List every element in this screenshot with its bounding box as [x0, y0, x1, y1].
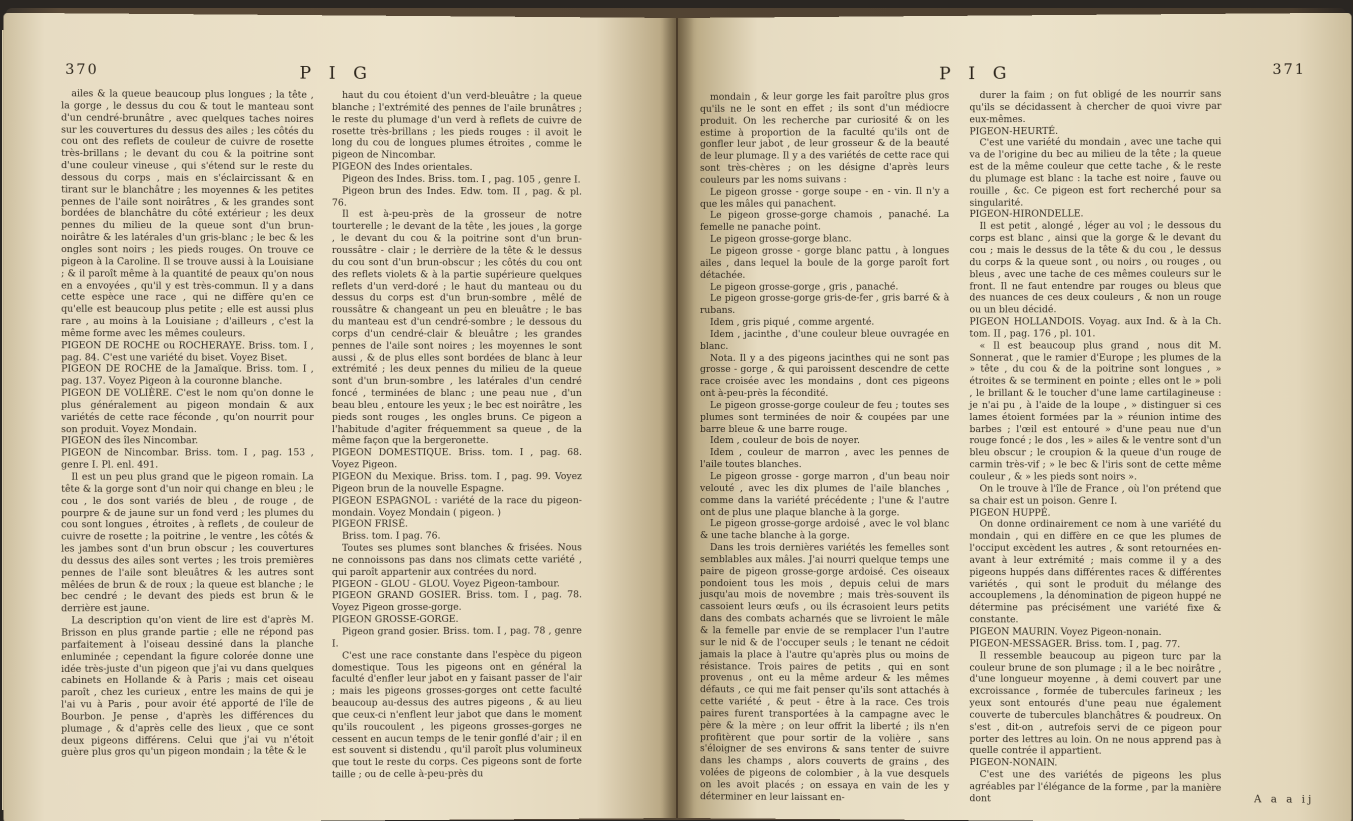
- paragraph: PIGEON DOMESTIQUE. Briss. tom. I , pag. 68. Voyez Pigeon.: [331, 447, 582, 471]
- paragraph: Pigeon grand gosier. Briss. tom. I , pag. 78 , genre I.: [331, 625, 582, 650]
- paragraph: Pigeon brun des Indes. Edw. tom. II , pag. & pl. 76.: [331, 185, 582, 209]
- paragraph: PIGEON GROSSE-GORGE.: [331, 613, 459, 626]
- paragraph: Il est petit , alongé , léger au vol ; le dessous du corps est blanc , ainsi que la gorge & le devant du cou ; mais le dessus de la tête & du cou , le dessus du corps & la queue sont , ou noirs , ou rouges , ou bleus , avec une tache de ces mêmes couleurs sur le front. Il ne faut entendre par rouges ou bleus que des nuances de ces deux couleurs , & non un rouge ou un bleu décidé.: [969, 220, 1222, 316]
- paragraph: haut du cou étoient d'un verd-bleuâtre ; la queue blanche ; l'extrémité des pennes de l'aile brunâtres ; le reste du plumage d'un verd à reflets de cuivre de rosette très-brillans ; les pieds rouges : il avoit le long du cou de longues plumes étroites , comme le pigeon de Nincombar.: [331, 89, 582, 162]
- paragraph: PIGEON de Nincombar. Briss. tom. I , pag. 153 , genre I. Pl. enl. 491.: [61, 447, 314, 471]
- paragraph: PIGEON DE ROCHE de la Jamaïque. Briss. tom. I , pag. 137. Voyez Pigeon à la couronne blanche.: [61, 363, 314, 388]
- paragraph: Le pigeon grosse-gorge ardoisé , avec le vol blanc & une tache blanche à la gorge.: [699, 518, 950, 542]
- paragraph: durer la faim ; on fut obligé de les nourrir sans qu'ils se décidassent à chercher de quoi vivre par eux-mêmes.: [969, 88, 1222, 126]
- paragraph: Le pigeon grosse-gorge blanc.: [710, 233, 852, 246]
- paragraph: Idem , couleur de marron , avec les pennes de l'aile toutes blanches.: [699, 447, 950, 471]
- paragraph: Le pigeon grosse-gorge gris-de-fer , gris barré & à rubans.: [699, 292, 950, 317]
- paragraph: PIGEON - GLOU - GLOU. Voyez Pigeon-tambour.: [331, 577, 560, 590]
- paragraph: Briss. tom. I pag. 76.: [342, 530, 441, 543]
- book-gutter: [660, 18, 694, 818]
- paragraph: Le pigeon grosse-gorge couleur de feu ; toutes ses plumes sont terminées de noir & coupées par une barre bleue & une barre rouge.: [699, 399, 950, 435]
- paragraph: PIGEON HUPPÉ.: [969, 507, 1051, 519]
- paragraph: PIGEON-HIRONDELLE.: [969, 208, 1084, 221]
- paragraph: On le trouve à l'île de France , où l'on prétend que sa chair est un poison. Genre I.: [969, 483, 1222, 507]
- paragraph: Le pigeon grosse - gorge blanc pattu , à longues ailes , dans lequel la boule de la gorge paroît fort détachée.: [699, 245, 950, 281]
- paragraph: Il est un peu plus grand que le pigeon romain. La tête & la gorge sont d'un noir qui change en bleu ; le cou , le dos sont variés de bleu , de rouge , de pourpre & de jaune sur un fond verd ; les plumes du cou sont longues , étroites , à reflets , de couleur de cuivre de rosette ; la poitrine , le ventre , les côtés & les jambes sont d'un brun obscur ; les couvertures du dessus des ailes sont vertes ; les trois premières pennes de l'aile sont bleuâtres & les autres sont mêlées de brun & de roux ; la queue est blanche ; le bec cendré ; le devant des pieds est brun & le derrière est jaune.: [61, 471, 314, 615]
- paragraph: PIGEON HOLLANDOIS. Voyag. aux Ind. & à la Ch. tom. II , pag. 176 , pl. 101.: [969, 315, 1222, 340]
- paragraph: mondain , & leur gorge les fait paroître plus gros qu'ils ne le sont en effet ; ils sont d'un médiocre produit. On les recherche par curiosité & on les estime à proportion de la faculté qu'ils ont de gonfler leur jabot , de leur grosseur & de la beauté de leur plumage. Il y a des variétés de cette race qui sont très-chères ; on les désigne d'après leurs couleurs par les noms suivans :: [699, 90, 950, 186]
- page-number: 371: [1272, 61, 1306, 79]
- paragraph: La description qu'on vient de lire est d'après M. Brisson en plus grande partie ; elle ne répond pas parfaitement à l'oiseau dessiné dans la planche enluminée ; cependant la figure colorée donne une idée très-juste d'un pigeon que j'ai vu dans quelques cabinets en Hollande & à Paris ; mais cet oiseau paroît , chez les curieux , entre les mains de qui je l'ai vu à Paris , pour avoir été apporté de l'île de Bourbon. Je pense , d'après les différences du plumage , & d'après celle des lieux , que ce sont deux pigeons différens. Celui que j'ai vu n'étoit guère plus gros qu'un pigeon mondain ; la tête & le: [61, 614, 314, 759]
- paragraph: Il ressemble beaucoup au pigeon turc par la couleur brune de son plumage ; il a le bec noirâtre , d'une longueur moyenne , à demi couvert par une excroissance , formée de tubercules farineux ; les yeux sont entourés d'une peau nue également couverte de tubercules blanchâtres & poudreux. On s'est , dit-on , autrefois servi de ce pigeon pour porter des lettres au loin. On ne nous apprend pas à quelle contrée il appartient.: [969, 650, 1222, 758]
- paragraph: Idem , couleur de bois de noyer.: [710, 435, 860, 447]
- text-column-2: [969, 89, 1221, 807]
- paragraph: PIGEON-MESSAGER. Briss. tom. I , pag. 77.: [969, 638, 1181, 651]
- paragraph: Dans les trois dernières variétés les femelles sont semblables aux mâles. J'ai nourri quelque temps une paire de pigeon grosse-gorge ardoisé. Ces oiseaux pondoient tous les mois , depuis celui de mars jusqu'au mois de novembre ; mais très-souvent ils cassoient leurs œufs , ou ils écrasoient leurs petits dans des combats acharnés que se livroient le mâle & la femelle par envie de se remplacer l'un l'autre sur le nid & de l'occuper seuls ; le tenant ne cédoit jamais la place à l'autre qu'après plus ou moins de résistance. Trois paires de petits , qui en sont provenus , ont eu la même ardeur & les mêmes défauts , ce qui me fait penser qu'ils sont attachés à cette variété , & peut - être à la race. Ces trois paires furent transportées à la campagne avec le père & la mère ; on leur offrit la liberté ; ils n'en profitèrent que pour sortir de la volière , sans s'éloigner de ses environs & sans tenter de suivre dans les champs , alors couverts de grains , des volées de pigeons de colombier , à la vue desquels on les avoit placés ; on essaya en vain de les y déterminer en leur laissant en-: [699, 542, 950, 804]
- paragraph: PIGEON MAURIN. Voyez Pigeon-nonain.: [969, 626, 1162, 639]
- paragraph: PIGEON GRAND GOSIER. Briss. tom. I , pag. 78. Voyez Pigeon grosse-gorge.: [331, 589, 582, 614]
- paragraph: Le pigeon grosse-gorge , gris , panaché.: [710, 280, 899, 293]
- paragraph: PIGEON DE VOLIÈRE. C'est le nom qu'on donne le plus généralement au pigeon mondain & aux variétés de cette race féconde , qu'on nourrit pour son produit. Voyez Mondain.: [61, 387, 314, 435]
- paragraph: C'est une des variétés de pigeons les plus agréables par l'élégance de la forme , par la manière dont: [969, 769, 1222, 805]
- paragraph: Toutes ses plumes sont blanches & frisées. Nous ne connoissons pas dans nos climats cette variété , qui paroît appartenir aux contrées du nord.: [331, 542, 582, 578]
- paragraph: On donne ordinairement ce nom à une variété du mondain , qui en diffère en ce que les plumes de l'occiput excèdent les autres , & sont retournées en-avant à leur extrémité ; mais comme il y a des pigeons huppés dans différentes races & différentes variétés , qui sont le produit du mélange des accouplemens , la dénomination de pigeon huppé ne détermine pas précisément une variété fixe & constante.: [969, 518, 1222, 626]
- left-page: [4, 13, 676, 821]
- paragraph: C'est une race constante dans l'espèce du pigeon domestique. Tous les pigeons ont en général la faculté d'enfler leur jabot en y faisant passer de l'air ; mais les pigeons grosses-gorges ont cette faculté beaucoup au-dessus des autres pigeons , & au lieu que ceux-ci n'enflent leur jabot que dans le moment qu'ils roucoulent , les pigeons grosses-gorges ne cessent en aucun temps de le tenir gonflé d'air ; il en est souvent si distendu , qu'il paroît plus volumineux que tout le reste du corps. Ces pigeons sont de forte taille ; ou de celle à-peu-près du: [331, 649, 582, 781]
- paragraph: Pigeon des Indes. Briss. tom. I , pag. 105 , genre I.: [342, 173, 581, 186]
- paragraph: PIGEON ESPAGNOL : variété de la race du pigeon-mondain. Voyez Mondain ( pigeon. ): [331, 494, 582, 519]
- paragraph: Il est à-peu-près de la grosseur de notre tourterelle ; le devant de la tête , les joues , la gorge , le devant du cou & la poitrine sont d'un brun-roussâtre - clair ; le derrière de la tête & le dessus du cou sont d'un brun-obscur ; les côtés du cou ont des reflets violets & à la partie supérieure quelques reflets d'un verd-doré ; le haut du manteau ou du dessus du corps est d'un brun-sombre , mêlé de roussâtre & changeant un peu en bleuâtre ; le bas du manteau est d'un cendré-sombre ; le dessous du corps d'un cendré-clair & bleuâtre ; les grandes pennes de l'aile sont noires ; les moyennes le sont aussi , & de plus elles sont bordées de blanc à leur extrémité ; les deux pennes du milieu de la queue sont d'un brun-sombre , les latérales d'un cendré foncé , terminées de blanc ; une peau nue , d'un beau bleu , entoure les yeux ; le bec est noirâtre , les pieds sont rouges , les ongles bruns. Ce pigeon a l'habitude d'agiter fréquemment sa queue , de la même façon que la bergeronette.: [331, 209, 582, 447]
- paragraph: PIGEON des Indes orientales.: [331, 161, 473, 174]
- paragraph: C'est une variété du mondain , avec une tache qui va de l'origine du bec au milieu de la tête ; la queue est de la même couleur que cette tache , & le reste du plumage est blanc : la tache est noire , fauve ou rouille , &c. Ce pigeon est fort recherché pour sa singularité.: [969, 136, 1222, 209]
- paragraph: Le pigeon grosse-gorge chamois , panaché. La femelle ne panache point.: [699, 209, 950, 234]
- paragraph: Nota. Il y a des pigeons jacinthes qui ne sont pas grosse - gorge , & qui paroissent descendre de cette race croisée avec les mondains , dont ces pigeons ont à-peu-près la fécondité.: [699, 352, 950, 400]
- paragraph: PIGEON du Mexique. Briss. tom. I , pag. 99. Voyez Pigeon brun de la nouvelle Espagne.: [331, 471, 582, 495]
- paragraph: « Il est beaucoup plus grand , nous dit M. Sonnerat , que le ramier d'Europe ; les plumes de la » tête , du cou & de la poitrine sont longues , » étroites & se terminent en pointe ; elles ont le » poli , le brillant & le toucher d'une lame cartilagineuse : je n'ai pu , à l'aide de la loupe , » distinguer si ces lames étoient formées par la » réunion intime des barbes ; l'œil est entouré » d'une peau nue d'un rouge foncé ; le dos , les » ailes & le ventre sont d'un bleu obscur ; le croupion & la queue d'un rouge de carmin très-vif ; » le bec & l'iris sont de cette même couleur , & » les pieds sont noirs ».: [969, 339, 1222, 483]
- paragraph: Le pigeon grosse - gorge soupe - en - vin. Il n'y a que les mâles qui panachent.: [699, 185, 950, 210]
- paragraph: Idem , gris piqué , comme argenté.: [710, 316, 875, 328]
- right-page: [678, 13, 1351, 821]
- text-column-1: [700, 90, 949, 804]
- paragraph: PIGEON-NONAIN.: [969, 757, 1058, 769]
- paragraph: Le pigeon grosse - gorge marron , d'un beau noir velouté , avec les dix plumes de l'aile blanches , comme dans la variété précédente ; l'une & l'autre ont de plus une plaque blanche à la gorge.: [699, 471, 950, 518]
- paragraph: PIGEON DE ROCHE ou ROCHERAYE. Briss. tom. I , pag. 84. C'est une variété du biset. Voyez Biset.: [61, 339, 314, 364]
- signature-mark: A a a ij: [1254, 794, 1315, 806]
- running-head: P I G: [939, 63, 1013, 85]
- paragraph: Idem , jacinthe , d'une couleur bleue ouvragée en blanc.: [699, 328, 950, 352]
- paragraph: PIGEON-HEURTÉ.: [969, 125, 1059, 137]
- paragraph: PIGEON FRISÉ.: [331, 518, 408, 531]
- running-head: P I G: [299, 63, 373, 85]
- paragraph: ailes & la queue beaucoup plus longues ; la tête , la gorge , le dessus du cou & tout le manteau sont d'un cendré-brunâtre , avec quelques taches noires sur les couvertures du dessus des ailes ; les côtés du cou ont des reflets de couleur de cuivre de rosette très-brillans ; le devant du cou & la poitrine sont d'une couleur vineuse , qui s'étend sur le reste du dessous du corps , mais en s'éclaircissant & en tirant sur le blanchâtre ; les moyennes & les petites pennes de l'aile sont noirâtres , & les grandes sont bordées de blanchâtre du côté extérieur ; les deux pennes du milieu de la queue sont d'un brun-noirâtre & les latérales d'un gris-blanc ; le bec & les ongles sont noirs ; les pieds rouges. On trouve ce pigeon à la Caroline. Il se trouve aussi à la Louisiane ; & il paroît même à la quantité de peaux qu'on nous en a envoyées , qu'il y est très-commun. Il y a dans cette espèce une race , qui ne diffère qu'en ce qu'elle est beaucoup plus petite ; elle est aussi plus rare , au moins à la Louisiane ; d'ailleurs , c'est la même forme avec les mêmes couleurs.: [61, 88, 314, 340]
- paragraph: PIGEON des îles Nincombar.: [61, 435, 199, 447]
- text-column-1: [61, 88, 314, 759]
- text-column-2: [332, 90, 582, 782]
- page-number: 370: [65, 61, 99, 79]
